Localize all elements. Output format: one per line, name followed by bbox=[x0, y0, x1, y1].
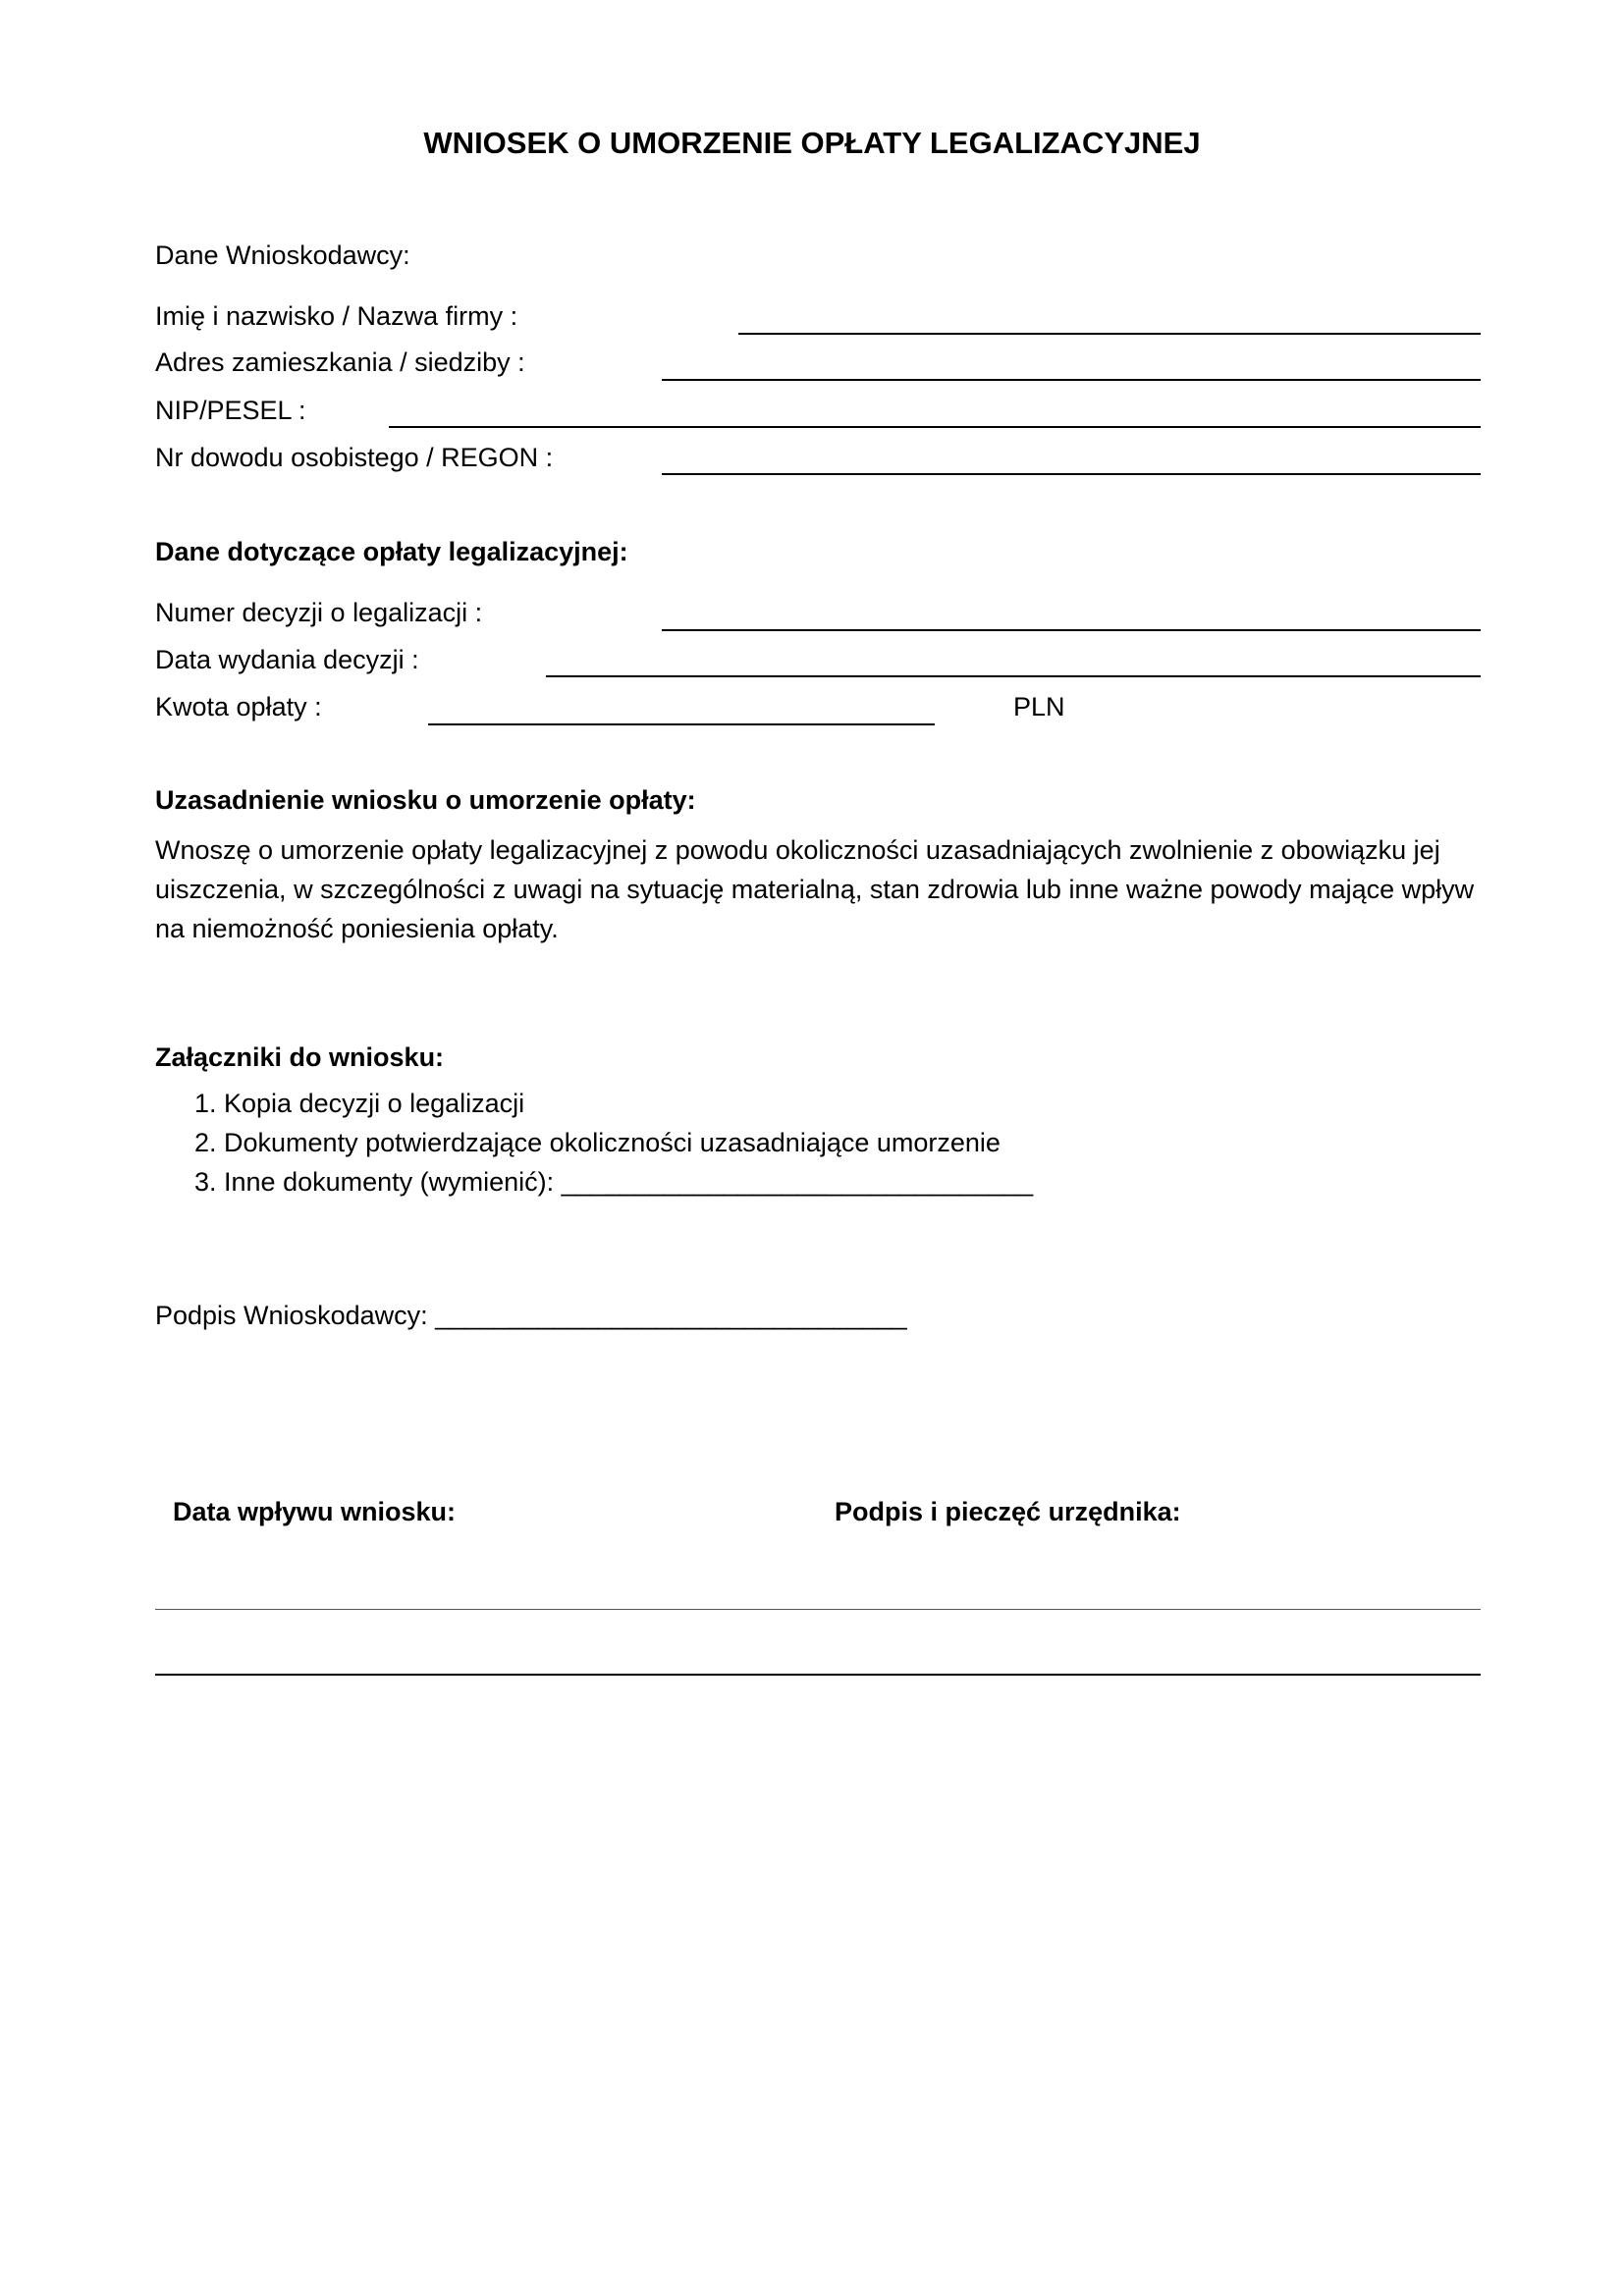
attachments-heading: Załączniki do wniosku: bbox=[155, 1042, 445, 1072]
decision-date-label: Data wydania decyzji : bbox=[155, 645, 419, 674]
justification-heading: Uzasadnienie wniosku o umorzenie opłaty: bbox=[155, 785, 696, 815]
name-field-line[interactable] bbox=[738, 333, 1481, 335]
document-title: WNIOSEK O UMORZENIE OPŁATY LEGALIZACYJNEJ bbox=[423, 126, 1201, 160]
amount-label: Kwota opłaty : bbox=[155, 692, 322, 721]
amount-field-line[interactable] bbox=[428, 723, 935, 725]
justification-text: Wnoszę o umorzenie opłaty legalizacyjnej z powodu okoliczności uzasadniających zwolnienie z obowiązku jej uiszczenia, w szczególności z uwagi na sytuację materialną, stan zdrowia lub inne ważne powody mające wpływ na niemożność poniesienia opłaty. bbox=[155, 835, 1475, 943]
nip-field-line[interactable] bbox=[389, 426, 1481, 428]
address-label: Adres zamieszkania / siedziby : bbox=[155, 347, 525, 377]
nip-label: NIP/PESEL : bbox=[155, 396, 306, 425]
applicant-heading: Dane Wnioskodawcy: bbox=[155, 240, 410, 270]
office-divider-line bbox=[155, 1609, 1481, 1610]
receipt-date-label: Data wpływu wniosku: bbox=[173, 1497, 457, 1526]
decision-number-label: Numer decyzji o legalizacji : bbox=[155, 598, 483, 627]
decision-number-field-line[interactable] bbox=[662, 629, 1481, 631]
decision-date-field-line[interactable] bbox=[546, 675, 1481, 677]
address-field-line[interactable] bbox=[662, 379, 1481, 381]
attachment-item: 3. Inne dokumenty (wymienić): ________________________________ bbox=[194, 1167, 1034, 1197]
currency-label: PLN bbox=[1013, 692, 1065, 721]
name-label: Imię i nazwisko / Nazwa firmy : bbox=[155, 301, 518, 331]
applicant-signature-label: Podpis Wnioskodawcy: ________________________________ bbox=[155, 1301, 907, 1330]
fee-heading: Dane dotyczące opłaty legalizacyjnej: bbox=[155, 537, 628, 566]
attachment-item: 1. Kopia decyzji o legalizacji bbox=[194, 1089, 525, 1118]
id-field-line[interactable] bbox=[662, 473, 1481, 475]
official-signature-label: Podpis i pieczęć urzędnika: bbox=[835, 1497, 1181, 1526]
office-bottom-line bbox=[155, 1674, 1481, 1676]
id-label: Nr dowodu osobistego / REGON : bbox=[155, 443, 554, 472]
attachment-item: 2. Dokumenty potwierdzające okoliczności uzasadniające umorzenie bbox=[194, 1128, 1001, 1157]
